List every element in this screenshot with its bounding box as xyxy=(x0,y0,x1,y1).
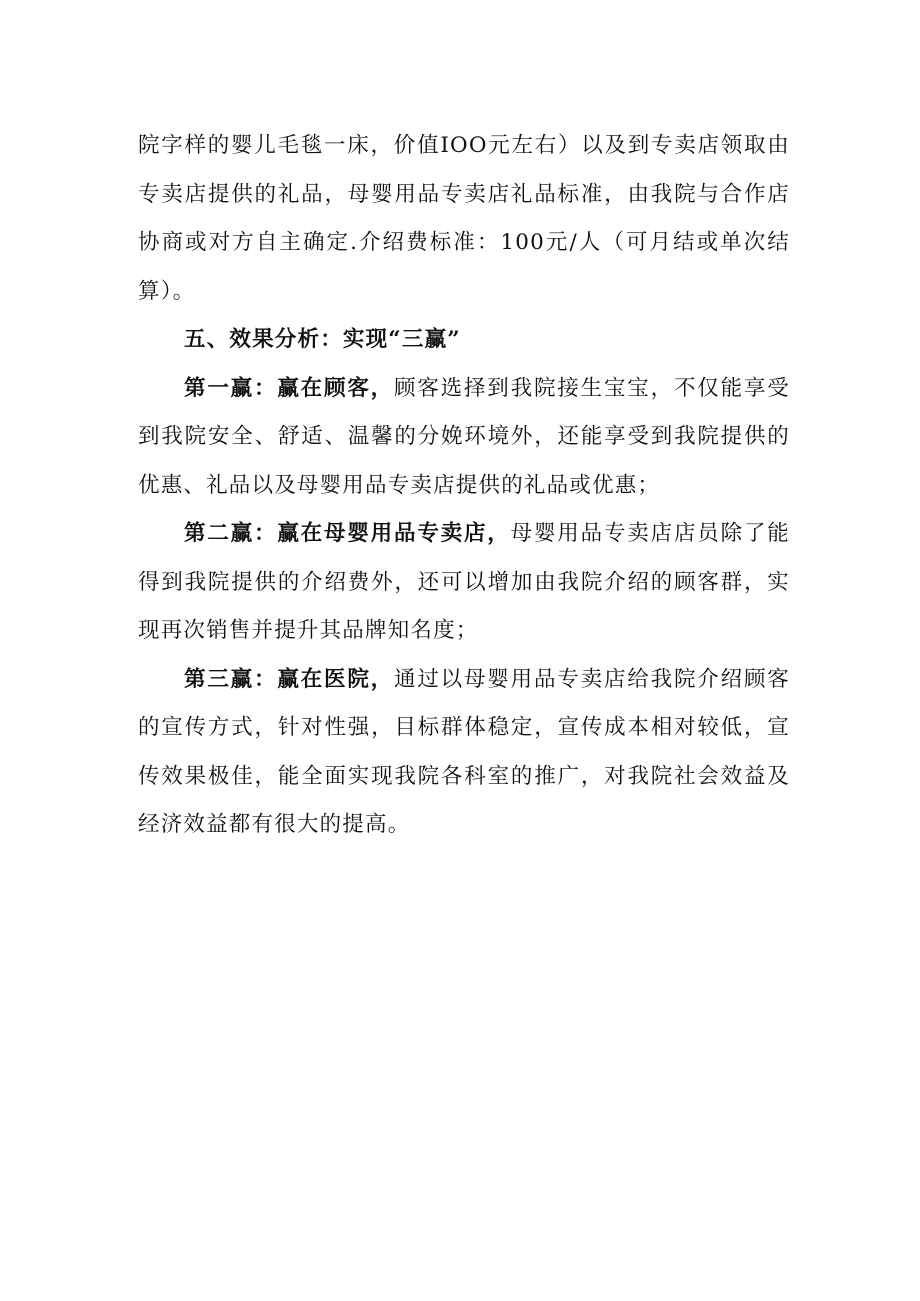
lead-win-hospital: 第三赢：赢在医院， xyxy=(184,666,394,692)
body-win-hospital: 通过以母婴用品专卖店给我院介绍顾客的宣传方式，针对性强，目标群体稳定，宣传成本相对较低，宣传效果极佳，能全面实现我院各科室的推广，对我院社会效益及经济效益都有很大的提高。 xyxy=(138,666,790,837)
paragraph-continued: 院字样的婴儿毛毯一床，价值IOO元左右）以及到专卖店领取由专卖店提供的礼品，母婴用品专卖店礼品标准，由我院与合作店协商或对方自主确定.介绍费标准：100元/人（可月结或单次结算）。 xyxy=(138,133,790,304)
lead-win-customer: 第一赢：赢在顾客， xyxy=(184,375,394,401)
body-win-customer: 顾客选择到我院接生宝宝，不仅能享受到我院安全、舒适、温馨的分娩环境外，还能享受到我院提供的优惠、礼品以及母婴用品专卖店提供的礼品或优惠； xyxy=(138,375,790,498)
paragraph-win-customer xyxy=(138,365,790,511)
document-page xyxy=(138,122,790,850)
body-win-store: 母婴用品专卖店店员除了能得到我院提供的介绍费外，还可以增加由我院介绍的顾客群，实现再次销售并提升其品牌知名度； xyxy=(138,521,790,643)
lead-win-store: 第二赢：赢在母婴用品专卖店， xyxy=(184,521,511,546)
paragraph-win-hospital xyxy=(138,656,790,850)
section-heading: 五、效果分析：实现“三赢” xyxy=(184,327,461,352)
paragraph-win-store xyxy=(138,510,790,656)
